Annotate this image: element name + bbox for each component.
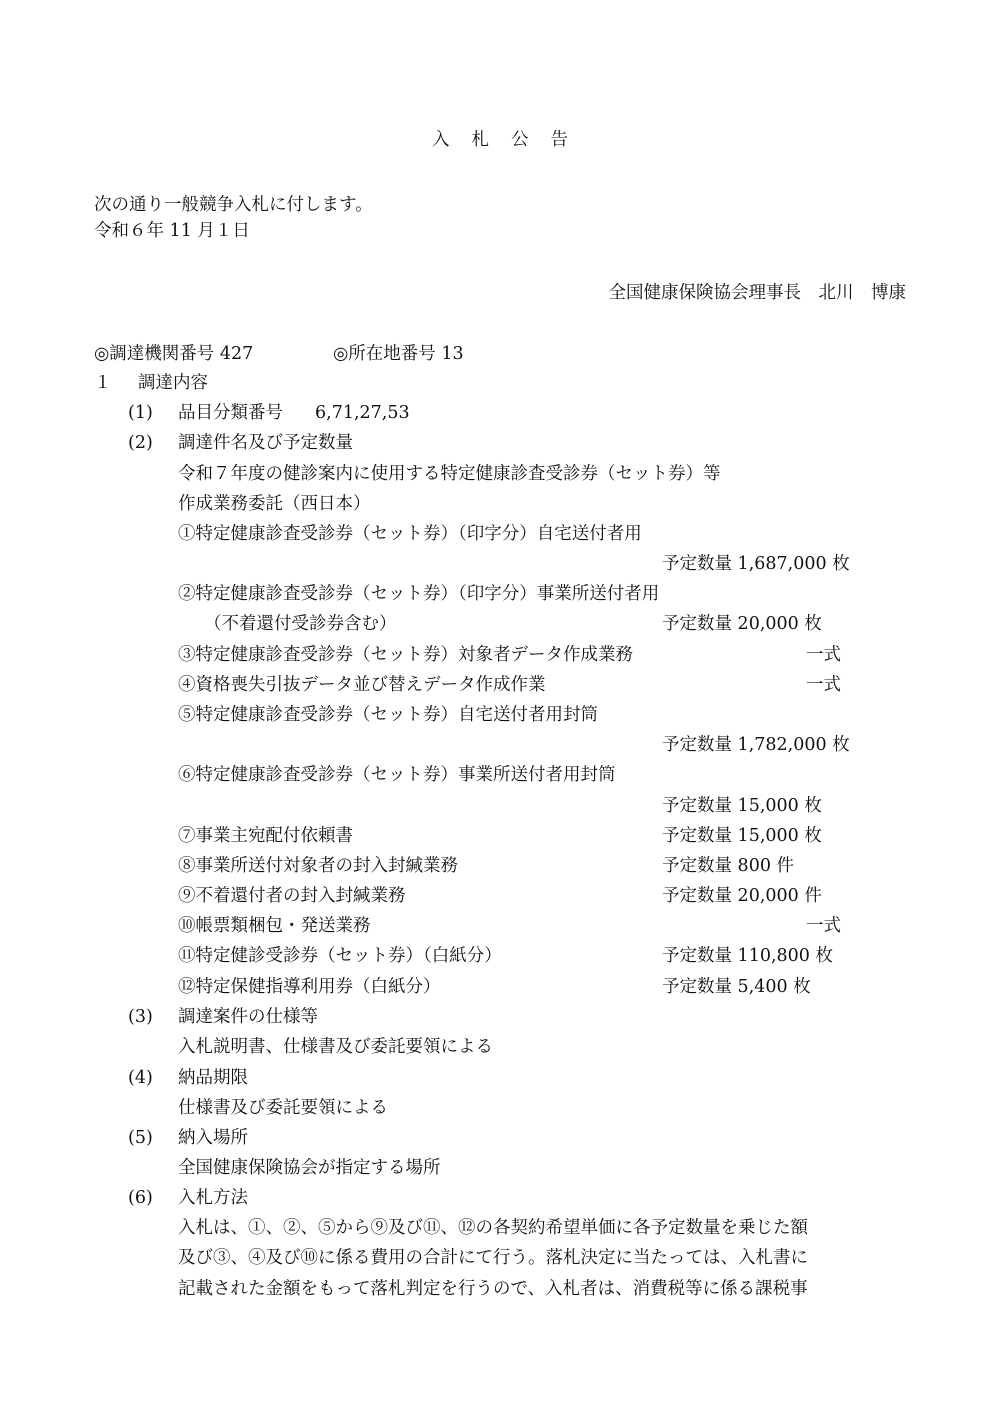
item-label: 納品期限: [178, 1068, 248, 1088]
product-name: ⑪特定健診受診券（セット券）（白紙分）: [178, 946, 502, 966]
product-name: ①特定健康診査受診券（セット券）（印字分）自宅送付者用: [178, 524, 642, 544]
paragraph-line: 入札は、①、②、⑤から⑨及び⑪、⑫の各契約希望単価に各予定数量を乗じた額: [178, 1218, 808, 1238]
paragraph-line: 記載された金額をもって落札判定を行うので、入札者は、消費税等に係る課税事: [178, 1279, 808, 1299]
product-quantity: 予定数量 800 件: [662, 856, 795, 876]
intro-text: 次の通り一般競争入札に付します。: [94, 195, 373, 215]
product-quantity: 予定数量 5,400 枚: [662, 977, 811, 997]
product-quantity: 予定数量 15,000 枚: [662, 796, 822, 816]
item-label: 入札方法: [178, 1188, 248, 1208]
section-heading: 調達内容: [138, 373, 208, 393]
notice-date: 令和６年 11 月１日: [94, 221, 250, 241]
item-number: (1): [128, 403, 153, 423]
item-text: 仕様書及び委託要領による: [178, 1098, 388, 1118]
product-quantity: 予定数量 1,687,000 枚: [662, 554, 850, 574]
product-quantity: 一式: [806, 916, 841, 936]
product-quantity: 予定数量 15,000 枚: [662, 826, 822, 846]
product-name: ⑥特定健康診査受診券（セット券）事業所送付者用封筒: [178, 765, 616, 785]
agency-number: ◎調達機関番号 427: [94, 344, 254, 364]
product-quantity: 予定数量 110,800 枚: [662, 946, 833, 966]
product-quantity: 一式: [806, 645, 841, 665]
item-label: 納入場所: [178, 1128, 248, 1148]
product-name: ③特定健康診査受診券（セット券）対象者データ作成業務: [178, 645, 633, 665]
product-name: ②特定健康診査受診券（セット券）（印字分）事業所送付者用: [178, 584, 660, 604]
paragraph-line: 及び③、④及び⑩に係る費用の合計にて行う。落札決定に当たっては、入札書に: [178, 1248, 808, 1268]
item-label: 品目分類番号: [178, 403, 283, 423]
item-number: (3): [128, 1007, 153, 1027]
product-quantity: 予定数量 20,000 件: [662, 886, 822, 906]
item-label: 調達案件の仕様等: [178, 1007, 318, 1027]
classification-number: 6,71,27,53: [315, 403, 410, 423]
item-number: (5): [128, 1128, 153, 1148]
product-quantity: 一式: [806, 675, 841, 695]
procurement-title: 作成業務委託（西日本）: [178, 494, 371, 514]
section-number: １: [94, 373, 112, 393]
product-name: ⑦事業主宛配付依頼書: [178, 826, 353, 846]
procurement-title: 令和７年度の健診案内に使用する特定健康診査受診券（セット券）等: [178, 464, 721, 484]
product-name: ⑩帳票類梱包・発送業務: [178, 916, 371, 936]
product-name: ⑫特定保健指導利用券（白紙分）: [178, 977, 441, 997]
product-name: ④資格喪失引抜データ並び替えデータ作成作業: [178, 675, 546, 695]
item-label: 調達件名及び予定数量: [178, 433, 353, 453]
product-quantity: 予定数量 20,000 枚: [662, 614, 822, 634]
item-text: 全国健康保険協会が指定する場所: [178, 1158, 441, 1178]
product-subnote: （不着還付受診券含む）: [204, 614, 397, 634]
item-number: (4): [128, 1068, 153, 1088]
page-title: 入札公告: [432, 130, 590, 150]
product-quantity: 予定数量 1,782,000 枚: [662, 735, 850, 755]
item-number: (2): [128, 433, 153, 453]
product-name: ⑧事業所送付対象者の封入封緘業務: [178, 856, 458, 876]
product-name: ⑨不着還付者の封入封緘業務: [178, 886, 406, 906]
product-name: ⑤特定健康診査受診券（セット券）自宅送付者用封筒: [178, 705, 598, 725]
location-number: ◎所在地番号 13: [333, 344, 464, 364]
item-number: (6): [128, 1188, 153, 1208]
item-text: 入札説明書、仕様書及び委託要領による: [178, 1037, 493, 1057]
issuer-name: 全国健康保険協会理事長 北川 博康: [608, 283, 906, 303]
